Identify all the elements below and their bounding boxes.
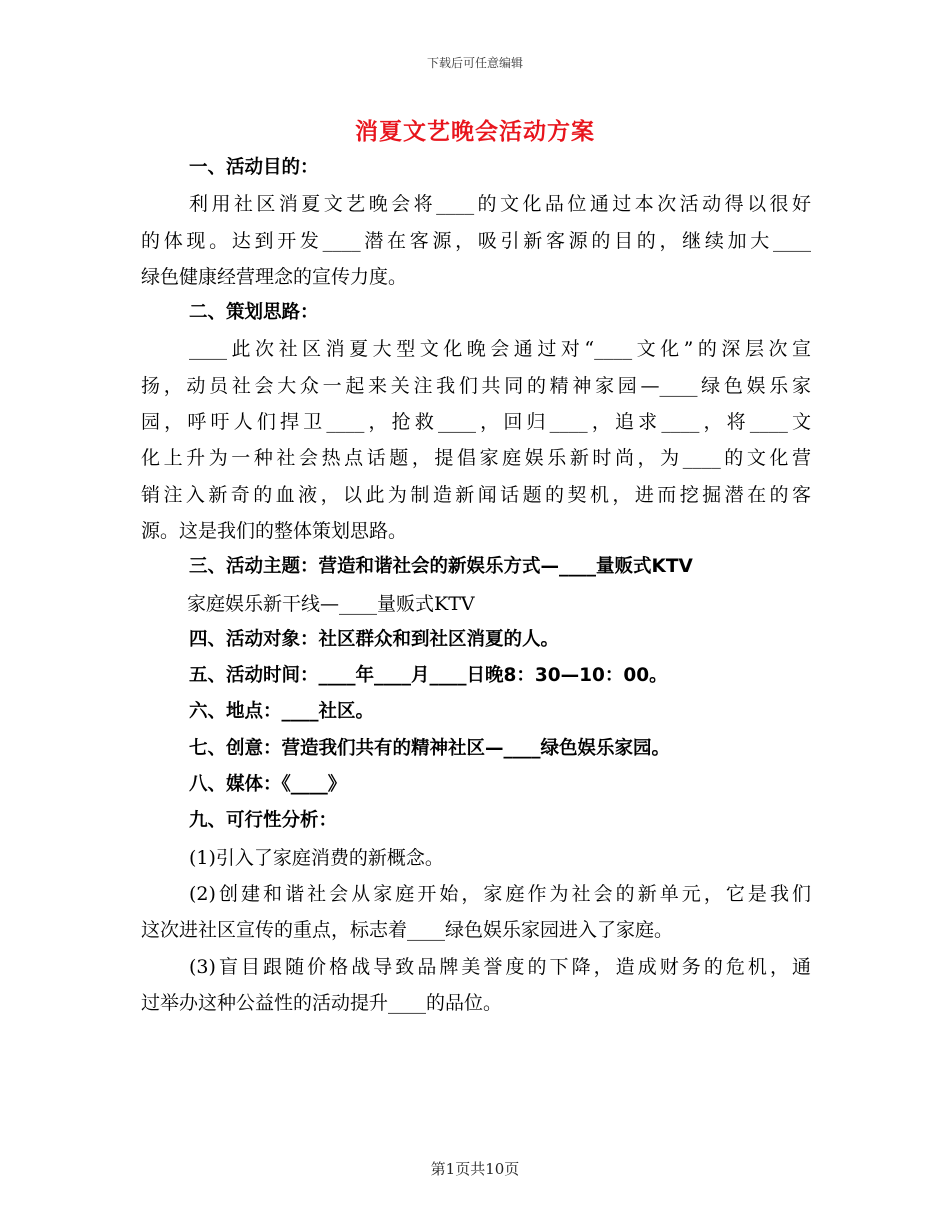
paragraph-line: 家庭娱乐新干线—____量贩式KTV <box>187 592 475 615</box>
paragraph-line: 化上升为一种社会热点话题，提倡家庭娱乐新时尚，为____的文化营 <box>141 447 811 470</box>
list-item: (2)创建和谐社会从家庭开始，家庭作为社会的新单元，它是我们 <box>189 882 811 905</box>
paragraph-line: 销注入新奇的血液，以此为制造新闻话题的契机，进而挖掘潜在的客 <box>141 483 811 506</box>
paragraph-line: 园，呼吁人们捍卫____，抢救____，回归____，追求____，将____文 <box>141 411 811 434</box>
section-heading-media: 八、媒体：《____》 <box>189 774 347 796</box>
paragraph-line: 的体现。达到开发____潜在客源，吸引新客源的目的，继续加大____ <box>141 229 811 252</box>
section-heading-planning: 二、策划思路： <box>189 302 319 324</box>
paragraph-line: 绿色健康经营理念的宣传力度。 <box>141 265 408 288</box>
section-heading-time: 五、活动时间：____年____月____日晚8：30—10：00。 <box>189 665 668 687</box>
section-heading-theme: 三、活动主题：营造和谐社会的新娱乐方式—____量贩式KTV <box>189 556 693 578</box>
section-heading-idea: 七、创意：营造我们共有的精神社区—____绿色娱乐家园。 <box>189 737 671 759</box>
section-heading-purpose: 一、活动目的： <box>189 157 319 178</box>
list-item: (3)盲目跟随价格战导致品牌美誉度的下降，造成财务的危机，通 <box>189 955 811 978</box>
page-footer: 第1页共10页 <box>430 1160 520 1178</box>
paragraph-line: 利用社区消夏文艺晚会将____的文化品位通过本次活动得以很好 <box>189 193 811 216</box>
list-item: (1)引入了家庭消费的新概念。 <box>189 846 444 869</box>
paragraph-line: 这次进社区宣传的重点，标志着____绿色娱乐家园进入了家庭。 <box>141 919 674 942</box>
section-heading-audience: 四、活动对象：社区群众和到社区消夏的人。 <box>189 628 560 650</box>
section-heading-feasibility: 九、可行性分析： <box>189 810 338 832</box>
paragraph-line: 过举办这种公益性的活动提升____的品位。 <box>141 991 503 1014</box>
section-heading-location: 六、地点：____社区。 <box>189 701 375 723</box>
paragraph-line: ____此次社区消夏大型文化晚会通过对“____文化”的深层次宣 <box>189 338 811 361</box>
paragraph-line: 源。这是我们的整体策划思路。 <box>141 519 408 542</box>
document-title: 消夏文艺晚会活动方案 <box>355 119 595 145</box>
document-body <box>141 150 811 1021</box>
page-header: 下载后可任意编辑 <box>426 56 523 70</box>
paragraph-line: 扬，动员社会大众一起来关注我们共同的精神家园—____绿色娱乐家 <box>141 374 811 397</box>
